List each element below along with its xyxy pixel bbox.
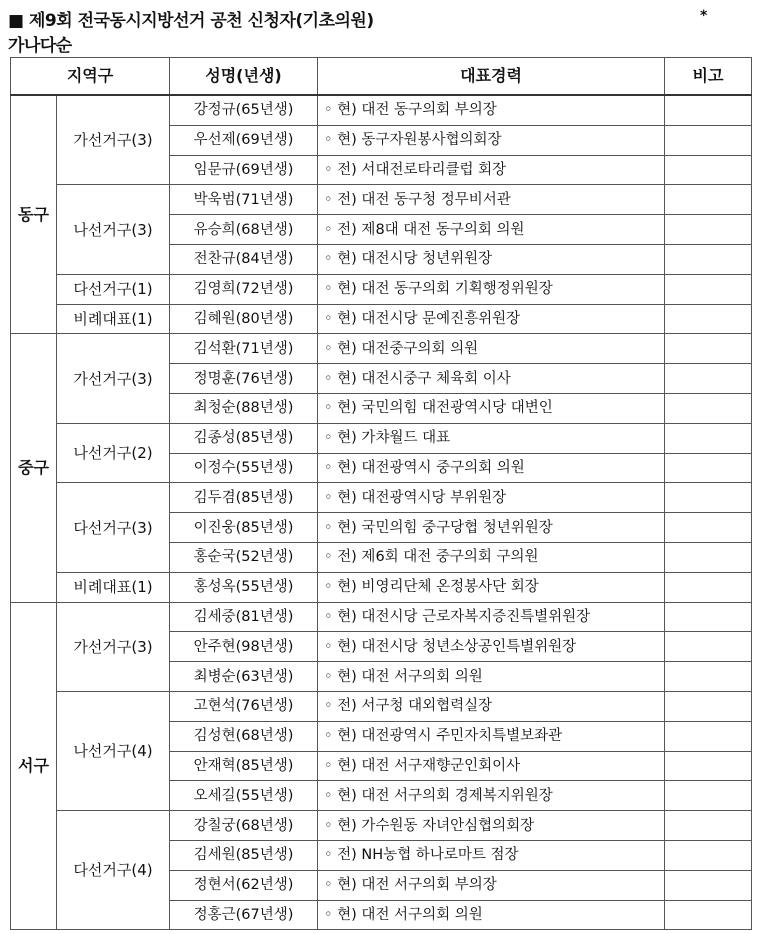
sort-order-note: 가나다순: [8, 36, 72, 56]
page-title: ■ 제9회 전국동시지방선거 공천 신청자(기초의원): [8, 11, 374, 31]
table-row: [11, 274, 752, 304]
candidate-name-cell: 전찬규(84년생): [170, 244, 318, 274]
table-row: [11, 572, 752, 602]
table-row: [11, 602, 752, 632]
candidate-name-cell: 홍순국(52년생): [170, 542, 318, 572]
note-cell: [665, 274, 752, 304]
candidate-name-cell: 정홍근(67년생): [170, 900, 318, 930]
candidate-name-cell: 오세길(55년생): [170, 781, 318, 811]
candidate-career-cell: ◦ 현) 대전광역시 중구의회 의원: [318, 453, 665, 483]
candidate-career-cell: ◦ 전) 서대전로타리클럽 회장: [318, 155, 665, 185]
table-row: [11, 811, 752, 841]
table-row: [11, 334, 752, 364]
note-cell: [665, 334, 752, 364]
candidate-name-cell: 정현서(62년생): [170, 870, 318, 900]
note-cell: [665, 95, 752, 125]
table-row: [11, 483, 752, 513]
note-cell: [665, 691, 752, 721]
candidate-career-cell: ◦ 현) 가수원동 자녀안심협의회장: [318, 811, 665, 841]
candidate-name-cell: 홍성옥(55년생): [170, 572, 318, 602]
candidate-career-cell: ◦ 현) 대전광역시당 부위원장: [318, 483, 665, 513]
constituency-cell: 비례대표(1): [57, 304, 170, 334]
constituency-cell: 가선거구(3): [57, 602, 170, 691]
candidate-career-cell: ◦ 현) 대전 서구의회 의원: [318, 900, 665, 930]
note-cell: [665, 244, 752, 274]
note-cell: [665, 483, 752, 513]
candidate-name-cell: 강정규(65년생): [170, 95, 318, 125]
candidate-career-cell: ◦ 현) 대전시중구 체육회 이사: [318, 364, 665, 394]
constituency-cell: 나선거구(4): [57, 691, 170, 810]
table-header-row: [11, 58, 752, 96]
candidate-career-cell: ◦ 현) 대전 동구의회 기획행정위원장: [318, 274, 665, 304]
candidate-career-cell: ◦ 현) 대전 동구의회 부의장: [318, 95, 665, 125]
candidate-career-cell: ◦ 현) 대전 서구의회 경제복지위원장: [318, 781, 665, 811]
constituency-cell: 다선거구(4): [57, 811, 170, 930]
note-cell: [665, 811, 752, 841]
table-row: [11, 423, 752, 453]
note-cell: [665, 215, 752, 245]
note-cell: [665, 602, 752, 632]
note-cell: [665, 632, 752, 662]
candidate-table: [10, 57, 752, 930]
header-career: 대표경력: [318, 58, 665, 96]
candidate-name-cell: 강칠궁(68년생): [170, 811, 318, 841]
candidate-career-cell: ◦ 전) 서구청 대외협력실장: [318, 691, 665, 721]
candidate-name-cell: 김석환(71년생): [170, 334, 318, 364]
candidate-career-cell: ◦ 현) 대전시당 청년위원장: [318, 244, 665, 274]
district-cell: 동구: [11, 95, 57, 334]
candidate-name-cell: 안재혁(85년생): [170, 751, 318, 781]
candidate-career-cell: ◦ 현) 대전 서구재향군인회이사: [318, 751, 665, 781]
candidate-name-cell: 박욱범(71년생): [170, 185, 318, 215]
candidate-name-cell: 김영희(72년생): [170, 274, 318, 304]
constituency-cell: 가선거구(3): [57, 334, 170, 423]
candidate-name-cell: 이정수(55년생): [170, 453, 318, 483]
candidate-career-cell: ◦ 현) 대전중구의회 의원: [318, 334, 665, 364]
table-row: [11, 185, 752, 215]
table-row: [11, 95, 752, 125]
candidate-name-cell: 김두겸(85년생): [170, 483, 318, 513]
note-cell: [665, 185, 752, 215]
district-cell: 서구: [11, 602, 57, 930]
candidate-career-cell: ◦ 현) 대전시당 문예진흥위원장: [318, 304, 665, 334]
candidate-career-cell: ◦ 현) 대전 서구의회 부의장: [318, 870, 665, 900]
note-cell: [665, 393, 752, 423]
candidate-career-cell: ◦ 현) 동구자원봉사협의회장: [318, 125, 665, 155]
note-cell: [665, 364, 752, 394]
note-cell: [665, 572, 752, 602]
constituency-cell: 다선거구(3): [57, 483, 170, 572]
note-cell: [665, 840, 752, 870]
candidate-name-cell: 김세원(85년생): [170, 840, 318, 870]
candidate-name-cell: 김혜원(80년생): [170, 304, 318, 334]
candidate-career-cell: ◦ 전) 제6회 대전 중구의회 구의원: [318, 542, 665, 572]
candidate-name-cell: 안주현(98년생): [170, 632, 318, 662]
note-cell: [665, 751, 752, 781]
note-cell: [665, 662, 752, 692]
candidate-career-cell: ◦ 현) 대전시당 근로자복지증진특별위원장: [318, 602, 665, 632]
candidate-name-cell: 임문규(69년생): [170, 155, 318, 185]
note-cell: [665, 781, 752, 811]
constituency-cell: 비례대표(1): [57, 572, 170, 602]
candidate-career-cell: ◦ 전) 대전 동구청 정무비서관: [318, 185, 665, 215]
constituency-cell: 가선거구(3): [57, 95, 170, 185]
note-cell: [665, 304, 752, 334]
note-cell: [665, 900, 752, 930]
table-row: [11, 304, 752, 334]
table-body: [11, 95, 752, 930]
candidate-career-cell: ◦ 현) 대전시당 청년소상공인특별위원장: [318, 632, 665, 662]
table-row: [11, 691, 752, 721]
header-note: 비고: [665, 58, 752, 96]
note-cell: [665, 453, 752, 483]
candidate-career-cell: ◦ 현) 비영리단체 온정봉사단 회장: [318, 572, 665, 602]
candidate-name-cell: 김세중(81년생): [170, 602, 318, 632]
candidate-name-cell: 이진웅(85년생): [170, 513, 318, 543]
constituency-cell: 나선거구(3): [57, 185, 170, 274]
candidate-name-cell: 최청순(88년생): [170, 393, 318, 423]
district-cell: 중구: [11, 334, 57, 602]
note-cell: [665, 423, 752, 453]
note-cell: [665, 155, 752, 185]
candidate-name-cell: 정명훈(76년생): [170, 364, 318, 394]
candidate-name-cell: 김종성(85년생): [170, 423, 318, 453]
note-cell: [665, 513, 752, 543]
note-cell: [665, 542, 752, 572]
header-district: 지역구: [11, 58, 170, 96]
note-cell: [665, 721, 752, 751]
document-header: [8, 6, 752, 54]
candidate-name-cell: 최병순(63년생): [170, 662, 318, 692]
star-mark: *: [700, 8, 708, 24]
candidate-name-cell: 유승희(68년생): [170, 215, 318, 245]
constituency-cell: 나선거구(2): [57, 423, 170, 483]
candidate-career-cell: ◦ 현) 국민의힘 대전광역시당 대변인: [318, 393, 665, 423]
note-cell: [665, 125, 752, 155]
header-name: 성명(년생): [170, 58, 318, 96]
candidate-career-cell: ◦ 전) 제8대 대전 동구의회 의원: [318, 215, 665, 245]
candidate-career-cell: ◦ 현) 대전광역시 주민자치특별보좌관: [318, 721, 665, 751]
candidate-name-cell: 우선제(69년생): [170, 125, 318, 155]
candidate-career-cell: ◦ 현) 가챠월드 대표: [318, 423, 665, 453]
candidate-name-cell: 김성현(68년생): [170, 721, 318, 751]
candidate-career-cell: ◦ 현) 국민의힘 중구당협 청년위원장: [318, 513, 665, 543]
constituency-cell: 다선거구(1): [57, 274, 170, 304]
note-cell: [665, 870, 752, 900]
candidate-career-cell: ◦ 전) NH농협 하나로마트 점장: [318, 840, 665, 870]
candidate-name-cell: 고현석(76년생): [170, 691, 318, 721]
candidate-career-cell: ◦ 현) 대전 서구의회 의원: [318, 662, 665, 692]
